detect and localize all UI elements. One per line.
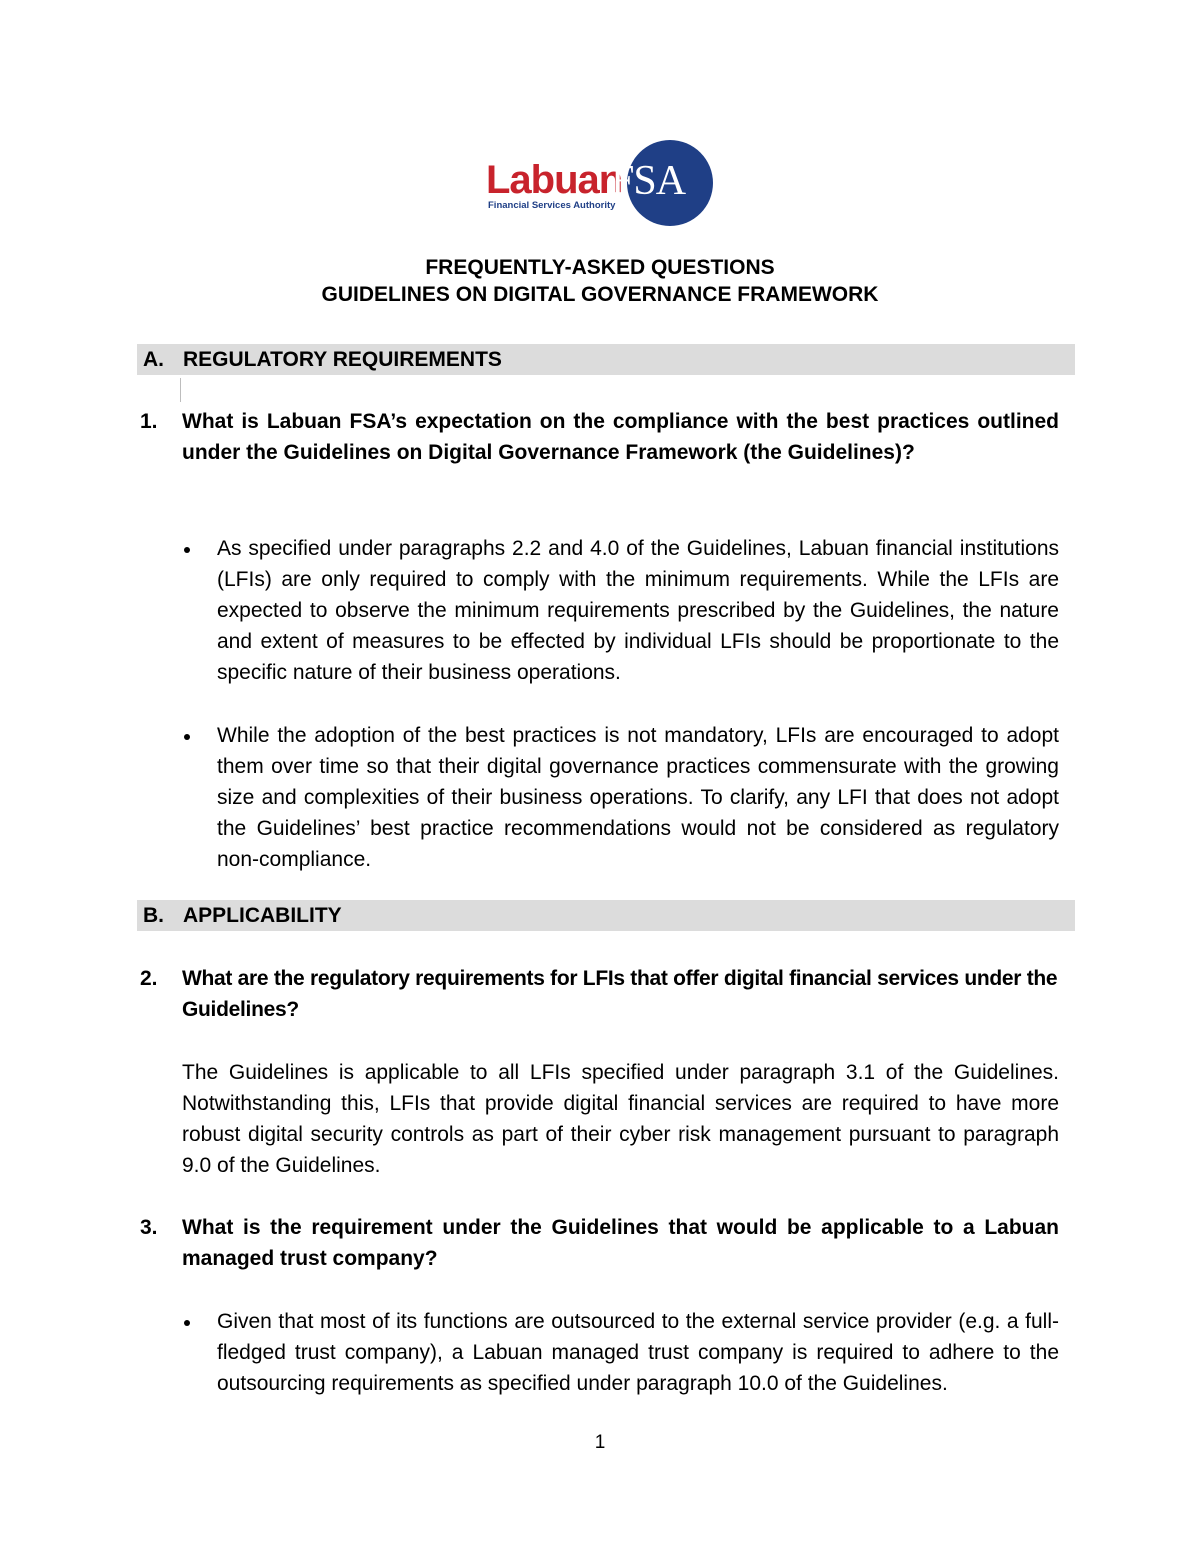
- question-3-number: 3.: [140, 1216, 158, 1239]
- question-2-answer: The Guidelines is applicable to all LFIs specified under paragraph 3.1 of the Guidelines. Notwithstanding this, LFIs that provide digital financial services are required to have more robust digital security controls as part of their cyber risk management pursuant to paragraph 9.0 of the Guidelines.: [182, 1061, 1059, 1177]
- logo-subtitle: Financial Services Authority: [488, 200, 616, 211]
- question-3-text: What is the requirement under the Guidelines that would be applicable to a Labuan managed trust company?: [182, 1216, 1059, 1270]
- question-3-answer-bullet-1: Given that most of its functions are outsourced to the external service provider (e.g. a full-fledged trust company), a Labuan managed trust company is required to adhere to the outsourcing requirements as specified under paragraph 10.0 of the Guidelines.: [217, 1310, 1059, 1395]
- question-1-answer-bullet-1: As specified under paragraphs 2.2 and 4.0 of the Guidelines, Labuan financial institutions (LFIs) are only required to comply with the minimum requirements. While the LFIs are expected to observe the minimum requirements prescribed by the Guidelines, the nature and extent of measures to be effected by individual LFIs should be proportionate to the specific nature of their business operations.: [217, 537, 1059, 684]
- page-number: 1: [594, 1432, 606, 1453]
- bullet-icon: [184, 547, 190, 553]
- question-1-answer-bullet-2: While the adoption of the best practices is not mandatory, LFIs are encouraged to adopt them over time so that their digital governance practices commensurate with the growing size and complexities of their business operations. To clarify, any LFI that does not adopt the Guidelines’ best practice recommendations would not be considered as regulatory non-compliance.: [217, 724, 1059, 871]
- document-title-line1: FREQUENTLY-ASKED QUESTIONS: [425, 256, 775, 279]
- text-cursor: [180, 378, 181, 402]
- labuan-fsa-logo: [484, 138, 716, 228]
- question-1-text: What is Labuan FSA’s expectation on the compliance with the best practices outlined under the Guidelines on Digital Governance Framework (the Guidelines)?: [182, 410, 1059, 464]
- section-a-letter: A.: [143, 348, 164, 371]
- section-a-header: [137, 344, 1075, 375]
- document-title-line2: GUIDELINES ON DIGITAL GOVERNANCE FRAMEWORK: [321, 283, 879, 306]
- section-a-title: REGULATORY REQUIREMENTS: [183, 348, 502, 371]
- question-1-number: 1.: [140, 410, 158, 433]
- bullet-icon: [184, 1320, 190, 1326]
- question-2-text: What are the regulatory requirements for LFIs that offer digital financial services under the Guidelines?: [182, 967, 1058, 1021]
- logo-fsa: FSA: [611, 158, 686, 204]
- section-b-letter: B.: [143, 904, 164, 927]
- question-2-number: 2.: [140, 967, 158, 990]
- bullet-icon: [184, 734, 190, 740]
- logo-word: Labuan: [486, 158, 623, 202]
- section-b-title: APPLICABILITY: [183, 904, 342, 927]
- section-b-header: [137, 900, 1075, 931]
